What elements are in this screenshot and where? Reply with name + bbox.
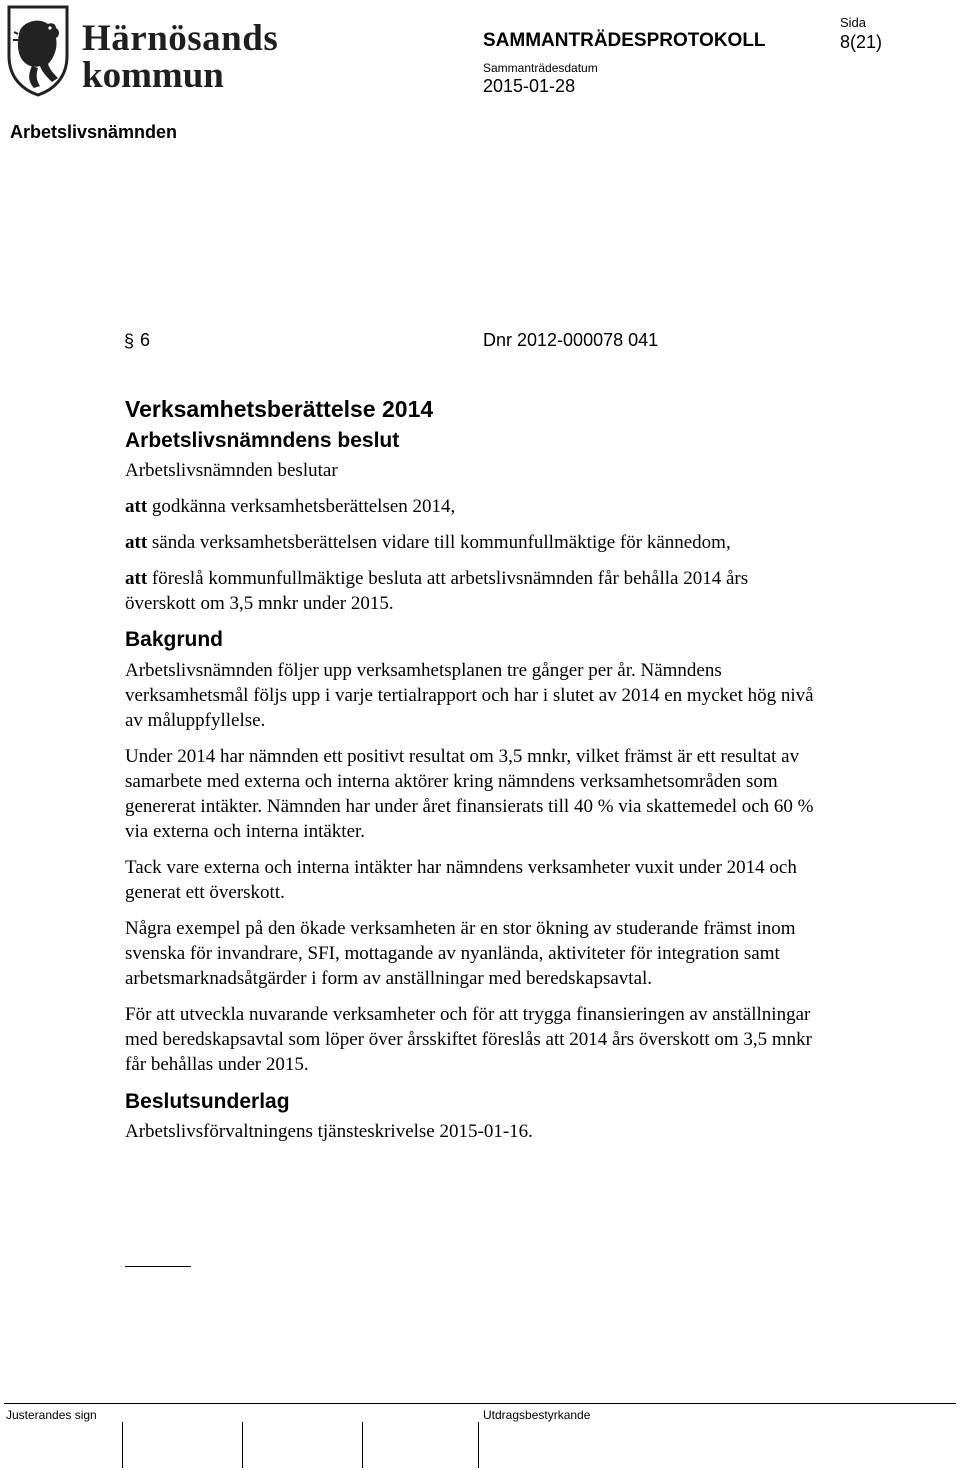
signature-box-divider bbox=[478, 1422, 479, 1468]
decision-heading: Arbetslivsnämndens beslut bbox=[125, 429, 400, 453]
paragraph-mark: § bbox=[124, 331, 135, 351]
decision-intro: Arbetslivsnämnden beslutar bbox=[125, 460, 338, 482]
section-number: 6 bbox=[140, 330, 151, 350]
document-title: SAMMANTRÄDESPROTOKOLL bbox=[483, 30, 766, 51]
decision-item bbox=[125, 530, 815, 555]
signature-box-divider bbox=[242, 1422, 243, 1468]
logo-text-line1: Härnösands bbox=[82, 18, 279, 59]
att-keyword: att bbox=[125, 496, 148, 518]
decision-text: godkänna verksamhetsberättelsen 2014, bbox=[147, 496, 456, 518]
background-paragraph: Tack vare externa och interna intäkter har nämndens verksamheter vuxit under 2014 och generat ett överskott. bbox=[125, 856, 797, 903]
decision-item bbox=[125, 494, 815, 519]
basis-text: Arbetslivsförvaltningens tjänsteskrivelse 2015-01-16. bbox=[125, 1121, 533, 1143]
section-title: Verksamhetsberättelse 2014 bbox=[125, 396, 434, 422]
meeting-date-label: Sammanträdesdatum bbox=[483, 61, 598, 75]
background-heading: Bakgrund bbox=[125, 628, 224, 652]
committee-name: Arbetslivsnämnden bbox=[10, 122, 178, 142]
extract-certification-label: Utdragsbestyrkande bbox=[483, 1408, 591, 1422]
document-body bbox=[125, 393, 815, 1144]
background-paragraph: För att utveckla nuvarande verksamheter och för att trygga finansieringen av anställningar med beredskapsavtal som löper över årsskiftet föreslås att 2014 års överskott om 3,5 mnkr får behållas under 2015. bbox=[125, 1003, 812, 1075]
page-label: Sida bbox=[840, 15, 867, 30]
page-number: 8(21) bbox=[840, 32, 883, 52]
basis-heading: Beslutsunderlag bbox=[125, 1089, 290, 1113]
decision-text: sända verksamhetsberättelsen vidare till kommunfullmäktige för kännedom, bbox=[147, 532, 731, 554]
att-keyword: att bbox=[125, 532, 148, 554]
signature-box-divider bbox=[362, 1422, 363, 1468]
footer-divider bbox=[4, 1403, 956, 1404]
diary-number: Dnr 2012-000078 041 bbox=[483, 330, 659, 350]
signature-label: Justerandes sign bbox=[6, 1408, 97, 1422]
end-separator bbox=[125, 1266, 191, 1267]
att-keyword: att bbox=[125, 568, 148, 590]
decision-text: föreslå kommunfullmäktige besluta att arbetslivsnämnden får behålla 2014 års överskott om 3,5 mnkr under 2015. bbox=[125, 568, 749, 615]
decision-item bbox=[125, 566, 815, 616]
signature-box-divider bbox=[122, 1422, 123, 1468]
logo-text-line2: kommun bbox=[82, 55, 224, 96]
beaver-coat-of-arms-icon bbox=[6, 4, 72, 98]
meeting-date-value: 2015-01-28 bbox=[483, 76, 576, 96]
background-paragraph: Arbetslivsnämnden följer upp verksamhetsplanen tre gånger per år. Nämndens verksamhetsmål följs upp i varje tertialrapport och har i slutet av 2014 en mycket hög nivå av måluppfyllelse. bbox=[125, 659, 814, 731]
background-paragraph: Under 2014 har nämnden ett positivt resultat om 3,5 mnkr, vilket främst är ett resultat av samarbete med externa och interna aktörer kring nämndens verksamhetsområden som genererat intäkter. Nämnden har under året finansierats till 40 % via skattemedel och 60 % via externa och interna intäkter. bbox=[125, 745, 814, 842]
background-paragraph: Några exempel på den ökade verksamheten är en stor ökning av studerande främst inom svenska för invandrare, SFI, mottagande av nyanlända, aktiviteter för integration samt arbetsmarknadsåtgärder i form av anställningar med beredskapsavtal. bbox=[125, 917, 796, 989]
